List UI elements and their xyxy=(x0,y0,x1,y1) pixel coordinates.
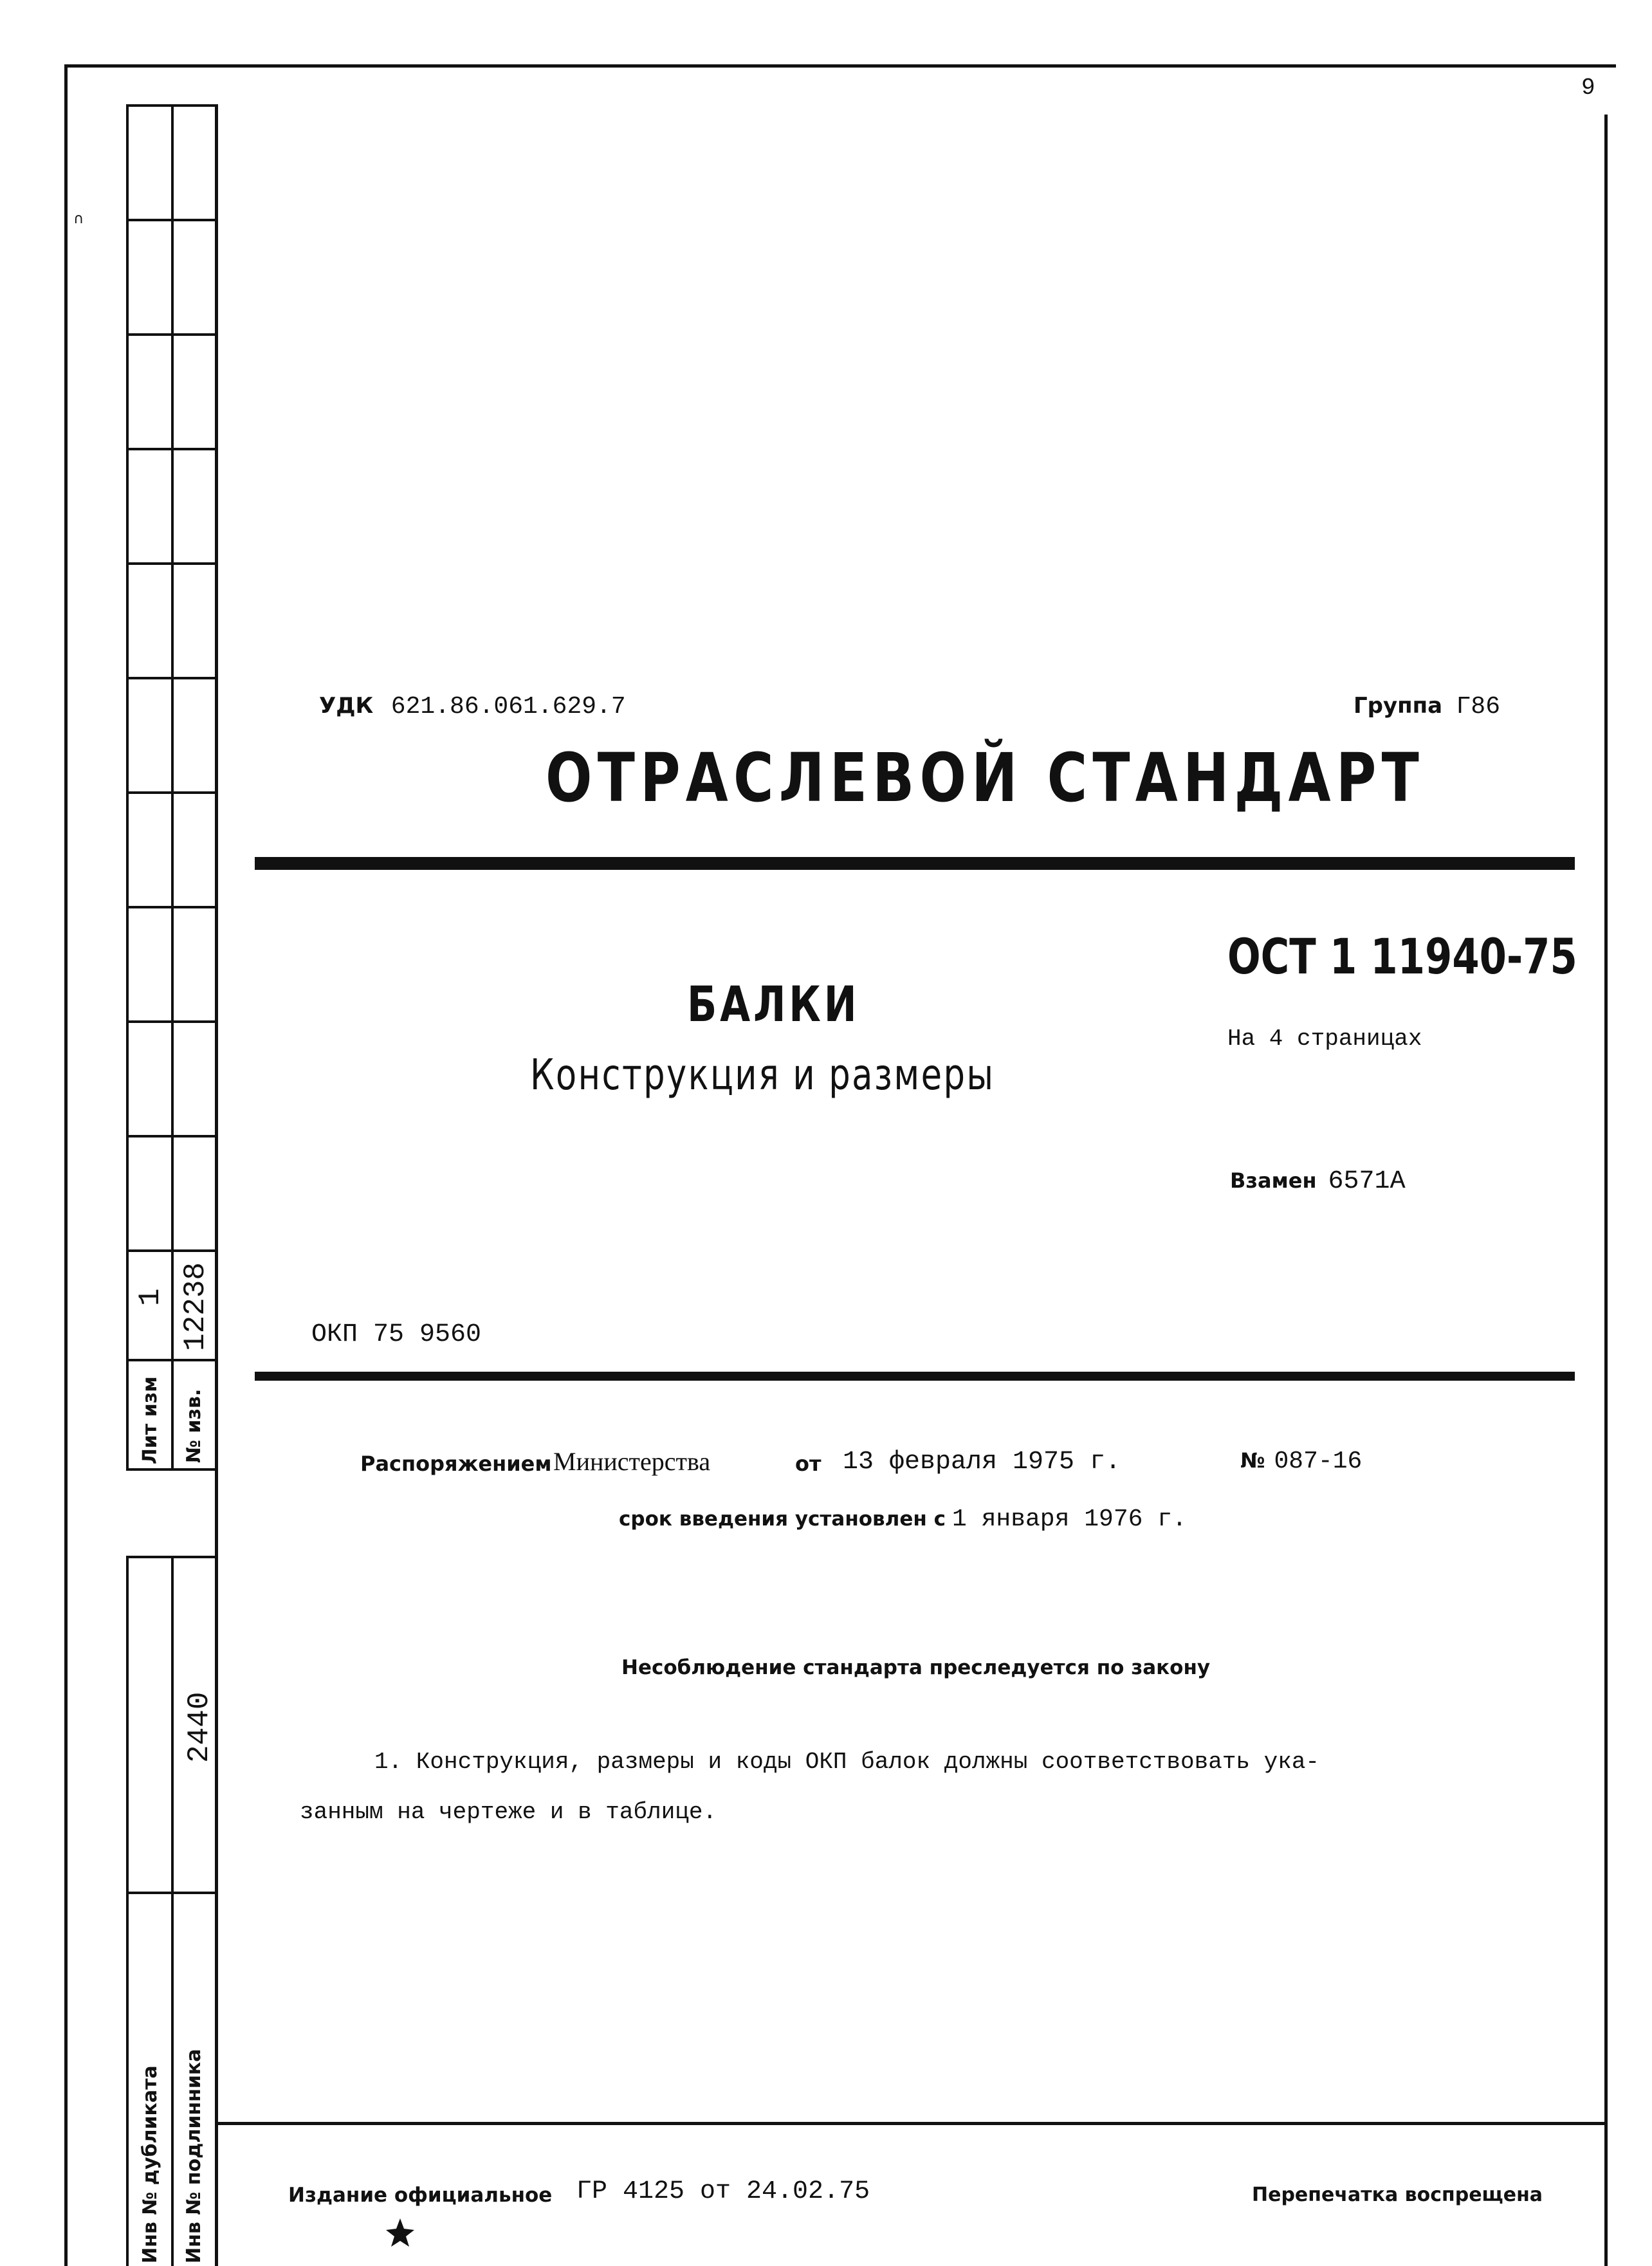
okp-code: ОКП 75 9560 xyxy=(311,1320,482,1349)
stamp-top-rule xyxy=(126,104,216,107)
udk-label: УДК xyxy=(319,693,374,719)
stamp-col-left-lower xyxy=(126,1556,129,2266)
stamp-col-right xyxy=(215,104,218,2266)
udk-line xyxy=(319,691,626,721)
stamp-change-value: 12238 xyxy=(179,1262,212,1351)
order-issuer: Министерства xyxy=(553,1447,711,1476)
frame-right xyxy=(1604,115,1608,2266)
group-value: Г86 xyxy=(1456,693,1501,721)
order-date: 13 февраля 1975 г. xyxy=(843,1448,1121,1477)
stamp-col-mid xyxy=(171,104,174,1469)
stamp-row-3 xyxy=(126,448,216,450)
effective-date: 1 января 1976 г. xyxy=(951,1506,1187,1533)
order-number-line xyxy=(1240,1448,1362,1475)
effective-line xyxy=(619,1506,1187,1533)
stamp-row-6 xyxy=(126,791,216,794)
okp-rule xyxy=(255,1372,1575,1381)
stamp-lit-label: Лит изм xyxy=(139,1376,161,1464)
order-number-label: № xyxy=(1240,1448,1265,1473)
replaces-value: 6571А xyxy=(1328,1167,1406,1196)
footer-registration: ГР 4125 от 24.02.75 xyxy=(576,2177,870,2206)
stamp-row-11 xyxy=(126,1359,216,1361)
stamp-row-5 xyxy=(126,677,216,679)
stamp-row-9 xyxy=(126,1135,216,1138)
stamp-row-8 xyxy=(126,1020,216,1023)
order-number: 087-16 xyxy=(1274,1448,1363,1475)
replaces-label: Взамен xyxy=(1230,1168,1317,1193)
replaces-line xyxy=(1230,1167,1406,1196)
page-number: 9 xyxy=(1581,75,1595,101)
stamp-row-4 xyxy=(126,562,216,565)
banner-rule xyxy=(255,857,1575,870)
stamp-row-1 xyxy=(126,219,216,221)
stamp-row-13 xyxy=(126,1556,216,1558)
stamp-row-7 xyxy=(126,906,216,908)
stamp-change-label: № изв. xyxy=(183,1388,205,1463)
stamp-row-2 xyxy=(126,333,216,336)
banner-title: ОТРАСЛЕВОЙ СТАНДАРТ xyxy=(546,739,1424,817)
frame-top xyxy=(64,64,1616,68)
footer-reprint: Перепечатка воспрещена xyxy=(1252,2184,1543,2206)
paragraph-1-line-2: занным на чертеже и в таблице. xyxy=(300,1799,717,1825)
footer-edition: Издание официальное xyxy=(288,2184,553,2207)
frame-bottom-rule xyxy=(217,2122,1607,2125)
paragraph-1-line-1: 1. Конструкция, размеры и коды ОКП балок должны соответствовать ука- xyxy=(374,1749,1320,1775)
frame-left xyxy=(64,64,68,2266)
stamp-orig-value: 2440 xyxy=(183,1691,216,1763)
doc-subtitle: Конструкция и размеры xyxy=(530,1050,995,1100)
group-line xyxy=(1354,691,1500,721)
group-label: Группа xyxy=(1354,693,1443,719)
stamp-col-left xyxy=(126,104,129,1469)
udk-value: 621.86.061.629.7 xyxy=(390,693,626,721)
stamp-row-10 xyxy=(126,1249,216,1252)
doc-title: БАЛКИ xyxy=(687,975,860,1033)
legal-warning: Несоблюдение стандарта преследуется по закону xyxy=(621,1656,1211,1679)
stamp-col-mid-lower xyxy=(171,1556,174,2266)
pages-info: На 4 страницах xyxy=(1227,1026,1422,1052)
order-from-label: от xyxy=(795,1451,821,1476)
ost-number: ОСТ 1 11940-75 xyxy=(1227,928,1577,985)
effective-label: срок введения установлен с xyxy=(619,1507,946,1531)
star-icon xyxy=(385,2217,416,2248)
stamp-row-14 xyxy=(126,1892,216,1894)
left-margin-mark: ∩ xyxy=(73,211,84,227)
stamp-row-12 xyxy=(126,1468,216,1471)
stamp-orig-label: Инв № подлинника xyxy=(183,2049,205,2263)
stamp-lit-value: 1 xyxy=(134,1288,167,1306)
stamp-dup-label: Инв № дубликата xyxy=(139,2065,161,2263)
order-label: Распоряжением xyxy=(360,1451,552,1476)
